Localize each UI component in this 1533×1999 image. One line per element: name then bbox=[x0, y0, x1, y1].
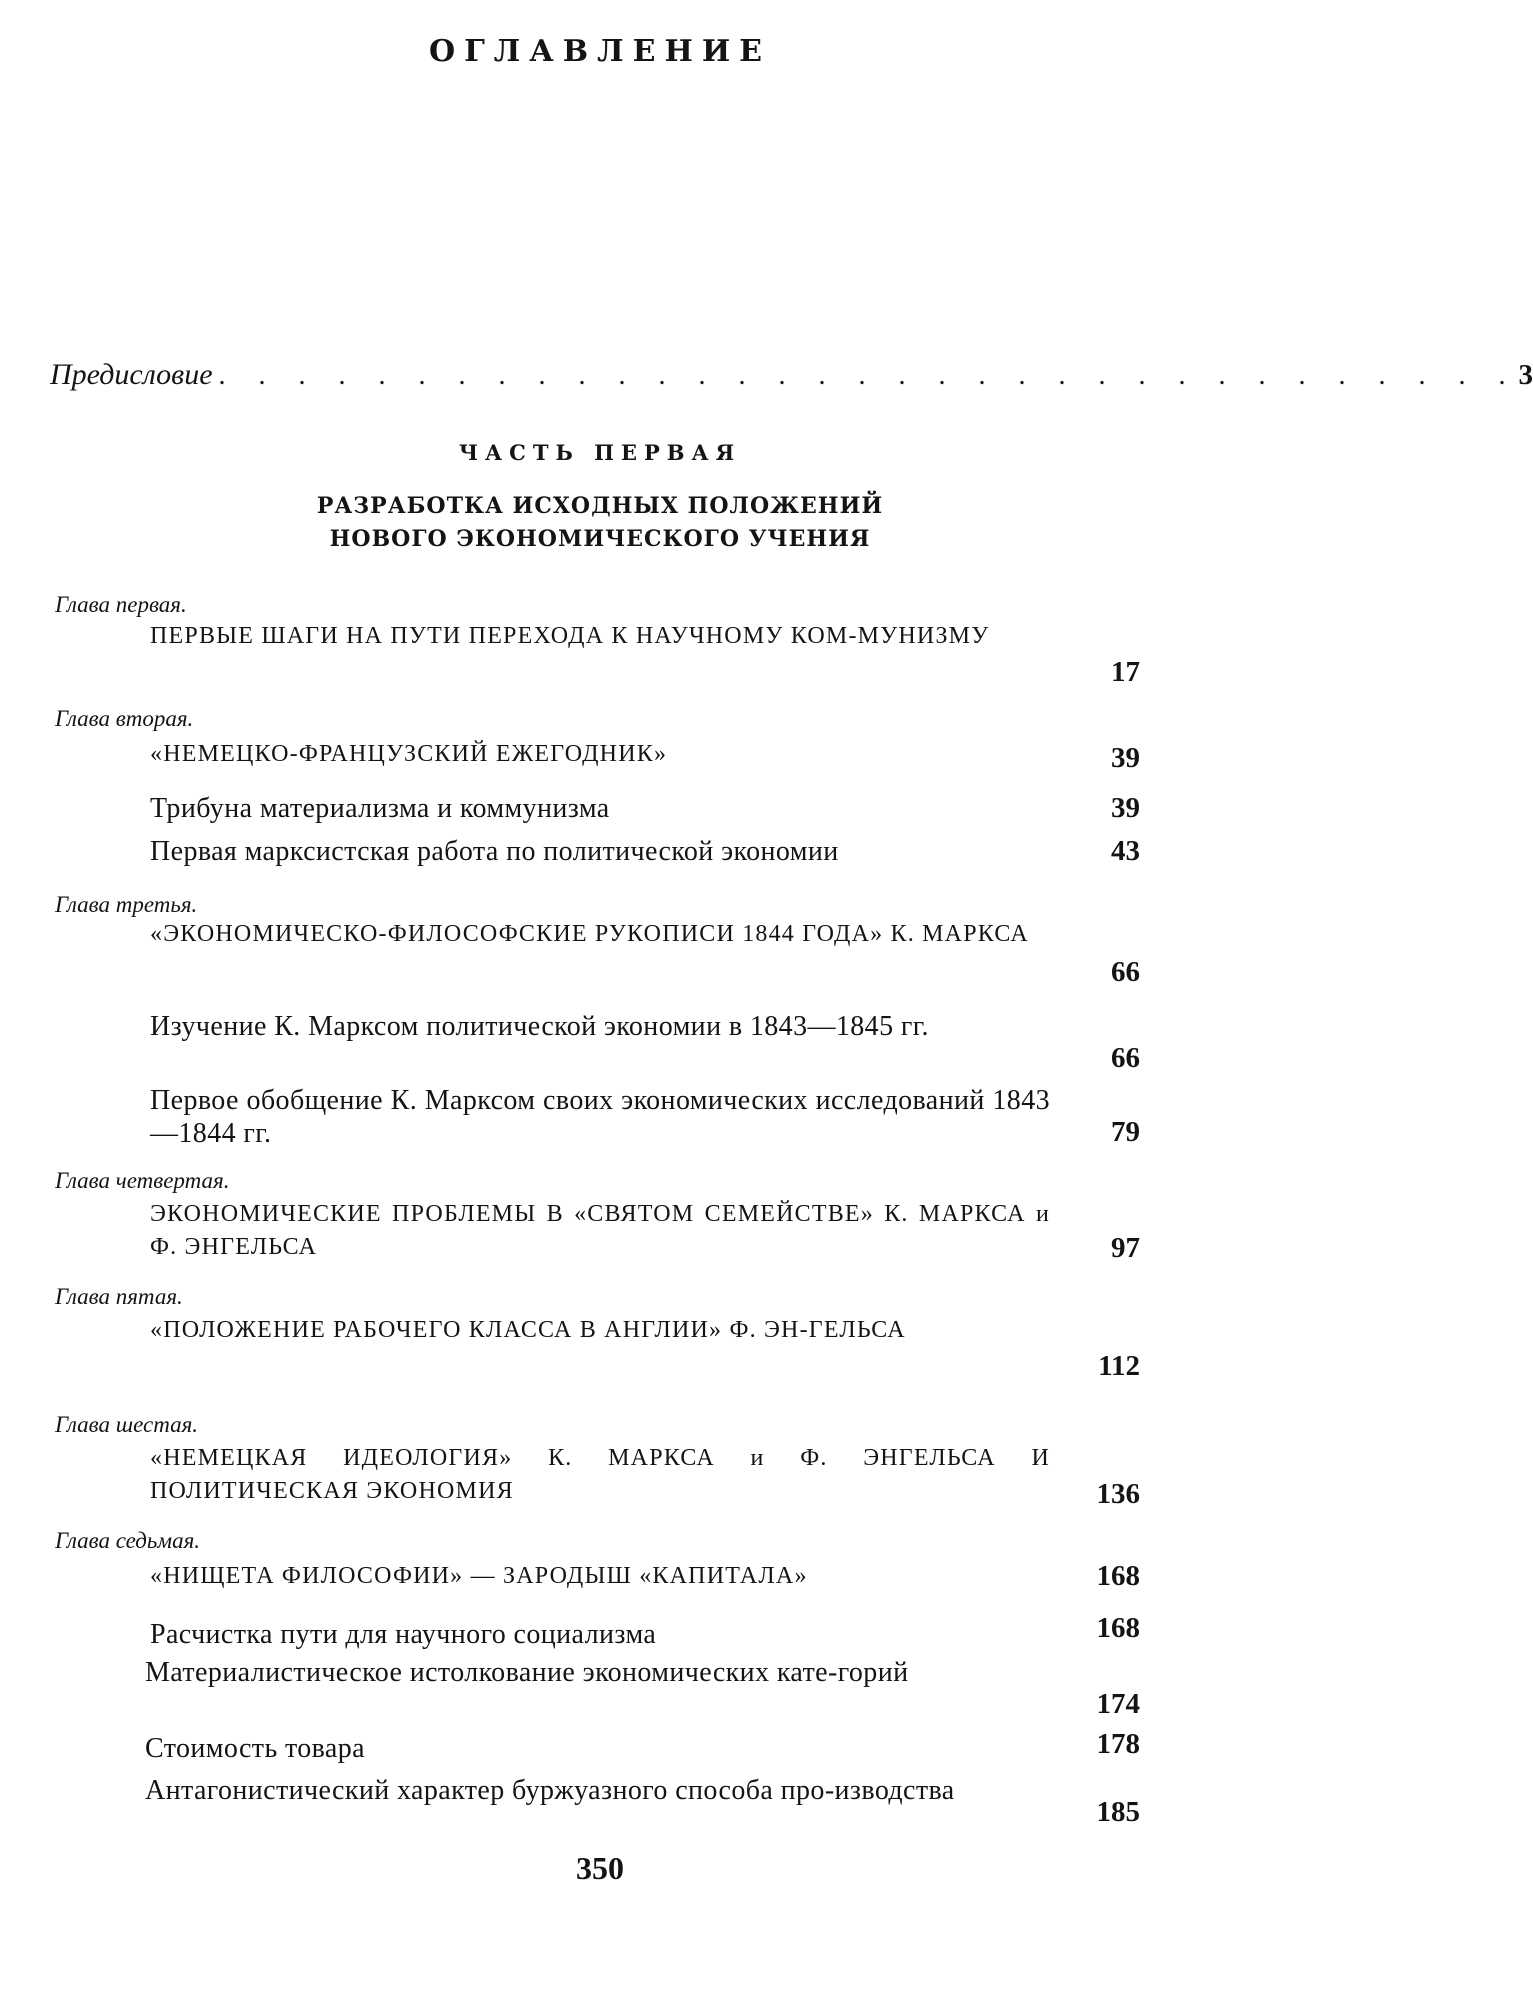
section-title: Материалистическое истолкование экономических кате-горий bbox=[145, 1657, 909, 1688]
page-number: 136 bbox=[1096, 1478, 1140, 1510]
chapter-title: «ПОЛОЖЕНИЕ РАБОЧЕГО КЛАССА В АНГЛИИ» Ф. ЭН-ГЕЛЬСА bbox=[150, 1317, 906, 1343]
page-number: 43 bbox=[1111, 835, 1140, 867]
page-number: 39 bbox=[1111, 742, 1140, 774]
dot-leader: . . . . . . . . . . . . . . . . . . . . . . . . . . . . . . . . . bbox=[218, 360, 1519, 391]
page-number: 97 bbox=[1111, 1232, 1140, 1264]
section-title: Антагонистический характер буржуазного способа про-изводства bbox=[145, 1775, 955, 1806]
page-title: ОГЛАВЛЕНИЕ bbox=[428, 34, 772, 69]
section-title: Трибуна материализма и коммунизма bbox=[150, 793, 610, 824]
part-title-line: РАЗРАБОТКА ИСХОДНЫХ ПОЛОЖЕНИЙ bbox=[316, 493, 884, 519]
toc-entry-preface bbox=[50, 358, 1533, 398]
section-title: Первая марксистская работа по политической экономии bbox=[150, 836, 839, 867]
page-number: 168 bbox=[1096, 1612, 1140, 1644]
chapter-title: «НЕМЕЦКО-ФРАНЦУЗСКИЙ ЕЖЕГОДНИК» bbox=[150, 741, 668, 767]
part-title bbox=[0, 490, 1200, 556]
folio-page-number: 350 bbox=[576, 1850, 624, 1886]
section-title: Расчистка пути для научного социализма bbox=[150, 1619, 657, 1650]
page-number: 79 bbox=[1111, 1116, 1140, 1148]
page-number: 185 bbox=[1096, 1796, 1140, 1828]
chapter-label: Глава третья. bbox=[55, 892, 198, 917]
preface-label: Предисловие bbox=[50, 358, 213, 391]
page-number: 112 bbox=[1098, 1350, 1140, 1382]
page-number: 66 bbox=[1111, 1042, 1140, 1074]
page-number: 168 bbox=[1096, 1560, 1140, 1592]
chapter-label: Глава четвертая. bbox=[55, 1168, 230, 1193]
chapter-title: ЭКОНОМИЧЕСКИЕ ПРОБЛЕМЫ В «СВЯТОМ СЕМЕЙСТВЕ» К. МАРКСА и Ф. ЭНГЕЛЬСА bbox=[150, 1201, 1050, 1260]
chapter-label: Глава первая. bbox=[55, 592, 187, 617]
chapter-title: «НЕМЕЦКАЯ ИДЕОЛОГИЯ» К. МАРКСА и Ф. ЭНГЕЛЬСА И ПОЛИТИЧЕСКАЯ ЭКОНОМИЯ bbox=[150, 1445, 1050, 1504]
chapter-label: Глава седьмая. bbox=[55, 1528, 201, 1553]
section-title: Стоимость товара bbox=[145, 1733, 365, 1764]
section-title: Изучение К. Марксом политической экономии в 1843—1845 гг. bbox=[150, 1011, 929, 1042]
chapter-label: Глава пятая. bbox=[55, 1284, 183, 1309]
page-number: 174 bbox=[1096, 1688, 1140, 1720]
part-title-line: НОВОГО ЭКОНОМИЧЕСКОГО УЧЕНИЯ bbox=[329, 526, 871, 552]
page-number: 66 bbox=[1111, 956, 1140, 988]
section-title: Первое обобщение К. Марксом своих экономических исследований 1843—1844 гг. bbox=[150, 1085, 1050, 1149]
page-number: 17 bbox=[1111, 656, 1140, 688]
chapter-title: ПЕРВЫЕ ШАГИ НА ПУТИ ПЕРЕХОДА К НАУЧНОМУ КОМ-МУНИЗМУ bbox=[150, 623, 990, 649]
preface-page: 3 bbox=[1518, 359, 1533, 391]
chapter-title: «НИЩЕТА ФИЛОСОФИИ» — ЗАРОДЫШ «КАПИТАЛА» bbox=[150, 1563, 808, 1589]
page-number: 178 bbox=[1096, 1728, 1140, 1760]
chapter-label: Глава вторая. bbox=[55, 706, 194, 731]
chapter-label: Глава шестая. bbox=[55, 1412, 199, 1437]
part-label: ЧАСТЬ ПЕРВАЯ bbox=[458, 440, 742, 465]
page-number: 39 bbox=[1111, 792, 1140, 824]
chapter-title: «ЭКОНОМИЧЕСКО-ФИЛОСОФСКИЕ РУКОПИСИ 1844 ГОДА» К. МАРКСА bbox=[150, 921, 1029, 947]
